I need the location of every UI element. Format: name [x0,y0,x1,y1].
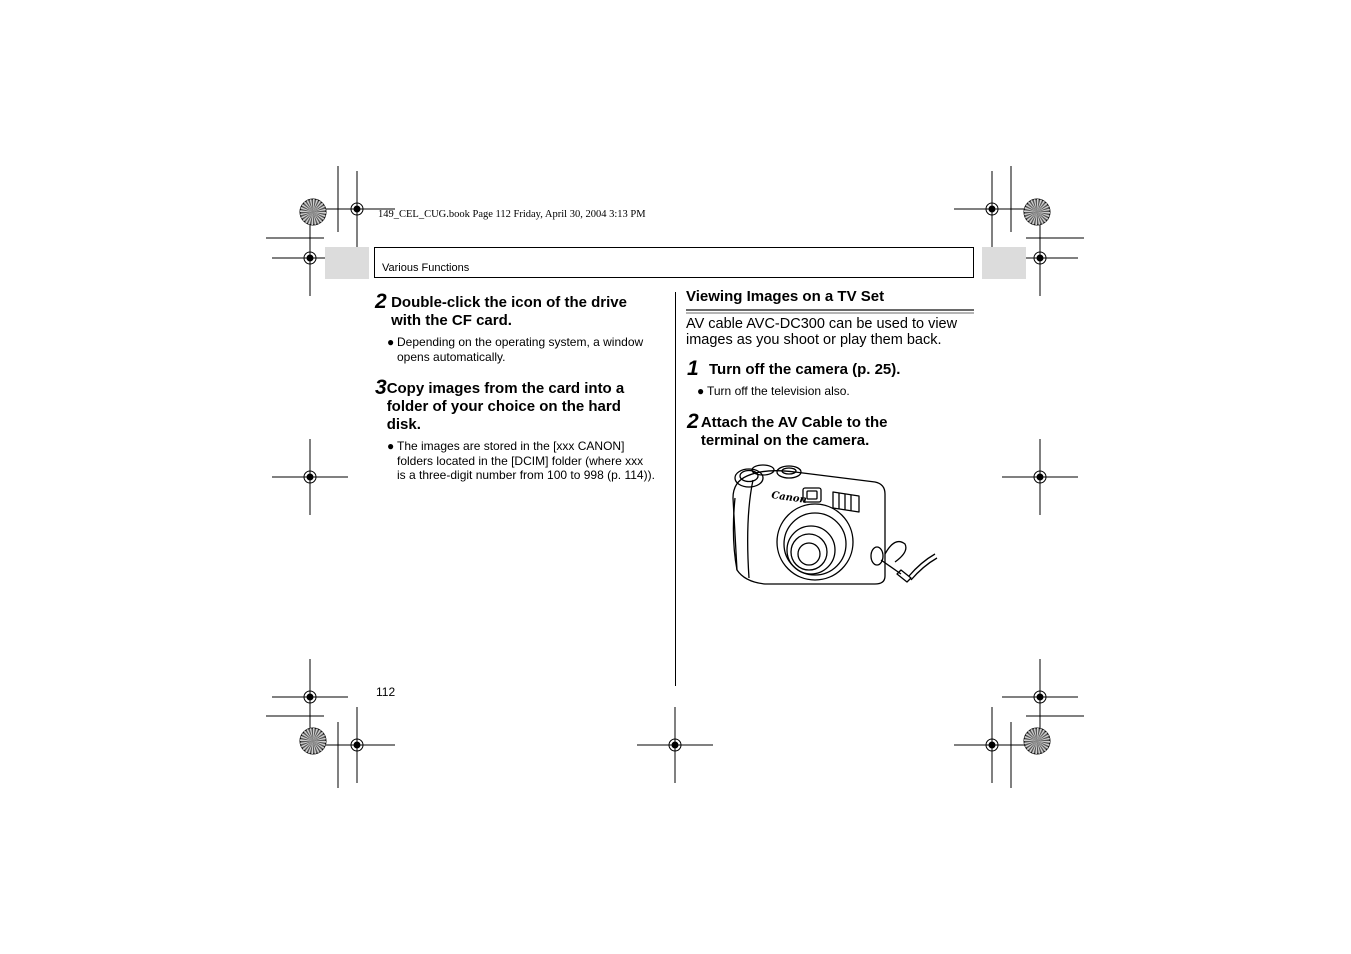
registration-cross-mark [272,659,348,735]
registration-star-target [1024,728,1050,754]
section-rule [686,309,974,311]
bullet-icon: ● [387,335,395,349]
running-header [374,247,974,278]
section-rule-shadow [686,312,974,314]
step-title: Copy images from the card into a folder of your choice on the hard disk. [386,380,625,434]
bullet-text: Depending on the operating system, a window opens automatically. [397,335,644,364]
step-number: 1 [687,357,699,380]
right-steps [687,357,972,450]
step-2-left [375,290,655,364]
bullet-text: The images are stored in the [xxx CANON] folders located in the [DCIM] folder (where xxx is a three-digit number from 100 to 998 (p. 114)). [397,439,655,483]
step-title: Double-click the icon of the drive with the CF card. [391,294,627,329]
left-tab [325,247,369,279]
registration-star-target [300,728,326,754]
step-number: 2 [687,409,699,433]
section-intro: AV cable AVC-DC300 can be used to view images as you shoot or play them back. [686,316,958,348]
registration-cross-mark [954,707,1030,783]
registration-star-target [300,199,326,225]
header-section-title: Various Functions [382,262,470,274]
camera-illustration [725,458,940,590]
step-3-left [375,376,655,483]
bullet-icon: ● [697,384,705,398]
bullet-icon: ● [387,439,395,454]
registration-cross-mark [319,707,395,783]
step-1-right [687,357,972,399]
bullet-item [387,439,655,483]
step-2-right [687,409,927,450]
section-title: Viewing Images on a TV Set [686,288,885,305]
left-column [375,290,655,483]
registration-cross-mark [1002,659,1078,735]
column-divider [675,292,676,686]
step-title: Turn off the camera (p. 25). [709,361,901,378]
registration-star-target [1024,199,1050,225]
registration-cross-mark [954,171,1030,247]
registration-cross-mark [637,707,713,783]
step-title: Attach the AV Cable to the terminal on the camera. [700,413,888,449]
step-number: 2 [375,290,387,313]
bullet-item [697,384,972,399]
registration-cross-mark [272,439,348,515]
file-info: 149_CEL_CUG.book Page 112 Friday, April 30, 2004 3:13 PM [378,209,646,220]
registration-cross-mark [1002,439,1078,515]
camera-brand-label: Canon [770,490,808,506]
step-number: 3 [375,376,387,400]
right-tab [982,247,1026,279]
bullet-text: Turn off the television also. [707,384,850,398]
page-number: 112 [376,685,396,699]
bullet-item [387,335,655,364]
